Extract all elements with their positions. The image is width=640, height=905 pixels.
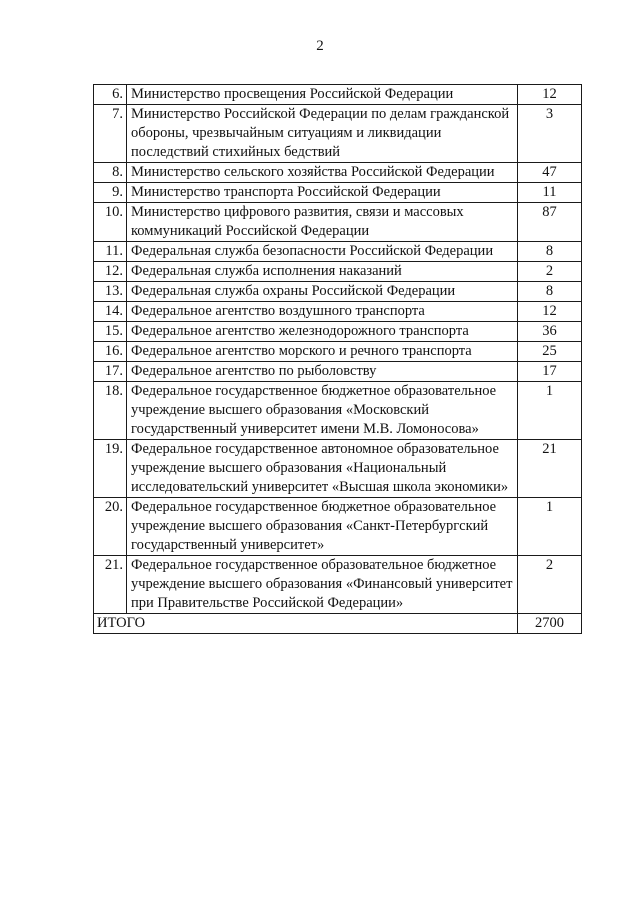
table-row	[94, 163, 582, 183]
quantity: 12	[518, 302, 582, 322]
quantity: 36	[518, 322, 582, 342]
table-row	[94, 556, 582, 614]
row-number: 11.	[94, 242, 127, 262]
organization-name: Министерство Российской Федерации по делам гражданской обороны, чрезвычайным ситуациям и ликвидации последствий стихийных бедствий	[127, 105, 518, 163]
row-number: 20.	[94, 498, 127, 556]
table-row	[94, 183, 582, 203]
row-number: 6.	[94, 85, 127, 105]
table-row	[94, 382, 582, 440]
total-value: 2700	[518, 614, 582, 634]
organization-name: Министерство просвещения Российской Федерации	[127, 85, 518, 105]
table-row	[94, 282, 582, 302]
quantity: 87	[518, 203, 582, 242]
organization-name: Федеральное государственное бюджетное образовательное учреждение высшего образования «Санкт-Петербургский государственный университет»	[127, 498, 518, 556]
organization-name: Федеральная служба охраны Российской Федерации	[127, 282, 518, 302]
quantity: 8	[518, 242, 582, 262]
organization-name: Федеральная служба безопасности Российской Федерации	[127, 242, 518, 262]
quantity: 17	[518, 362, 582, 382]
table-row	[94, 242, 582, 262]
row-number: 19.	[94, 440, 127, 498]
row-number: 17.	[94, 362, 127, 382]
quantity: 11	[518, 183, 582, 203]
organization-name: Министерство сельского хозяйства Российской Федерации	[127, 163, 518, 183]
total-label: ИТОГО	[94, 614, 518, 634]
table-row	[94, 262, 582, 282]
organization-name: Федеральное агентство железнодорожного транспорта	[127, 322, 518, 342]
organization-name: Федеральное агентство морского и речного транспорта	[127, 342, 518, 362]
quantity: 1	[518, 498, 582, 556]
quantity: 25	[518, 342, 582, 362]
table-row	[94, 85, 582, 105]
quantity: 2	[518, 556, 582, 614]
table-row	[94, 342, 582, 362]
row-number: 7.	[94, 105, 127, 163]
row-number: 8.	[94, 163, 127, 183]
quantity: 21	[518, 440, 582, 498]
table-row	[94, 105, 582, 163]
row-number: 9.	[94, 183, 127, 203]
organization-name: Федеральное агентство по рыболовству	[127, 362, 518, 382]
row-number: 13.	[94, 282, 127, 302]
table-row	[94, 302, 582, 322]
total-row	[94, 614, 582, 634]
row-number: 14.	[94, 302, 127, 322]
page-number: 2	[316, 38, 324, 54]
quantity: 8	[518, 282, 582, 302]
quantity: 1	[518, 382, 582, 440]
table-row	[94, 498, 582, 556]
organization-name: Федеральное государственное автономное образовательное учреждение высшего образования «Национальный исследовательский университет «Высшая школа экономики»	[127, 440, 518, 498]
organization-name: Министерство цифрового развития, связи и массовых коммуникаций Российской Федерации	[127, 203, 518, 242]
row-number: 15.	[94, 322, 127, 342]
organization-name: Федеральное государственное бюджетное образовательное учреждение высшего образования «Московский государственный университет имени М.В. Ломоносова»	[127, 382, 518, 440]
table-row	[94, 362, 582, 382]
organization-name: Федеральное агентство воздушного транспорта	[127, 302, 518, 322]
table-row	[94, 440, 582, 498]
organization-name: Министерство транспорта Российской Федерации	[127, 183, 518, 203]
row-number: 16.	[94, 342, 127, 362]
row-number: 18.	[94, 382, 127, 440]
table-row	[94, 322, 582, 342]
quantity: 3	[518, 105, 582, 163]
quantity: 12	[518, 85, 582, 105]
organization-name: Федеральное государственное образовательное бюджетное учреждение высшего образования «Финансовый университет при Правительстве Российской Федерации»	[127, 556, 518, 614]
row-number: 21.	[94, 556, 127, 614]
quantity: 2	[518, 262, 582, 282]
allocation-table	[93, 84, 582, 634]
quantity: 47	[518, 163, 582, 183]
row-number: 10.	[94, 203, 127, 242]
table-row	[94, 203, 582, 242]
row-number: 12.	[94, 262, 127, 282]
organization-name: Федеральная служба исполнения наказаний	[127, 262, 518, 282]
